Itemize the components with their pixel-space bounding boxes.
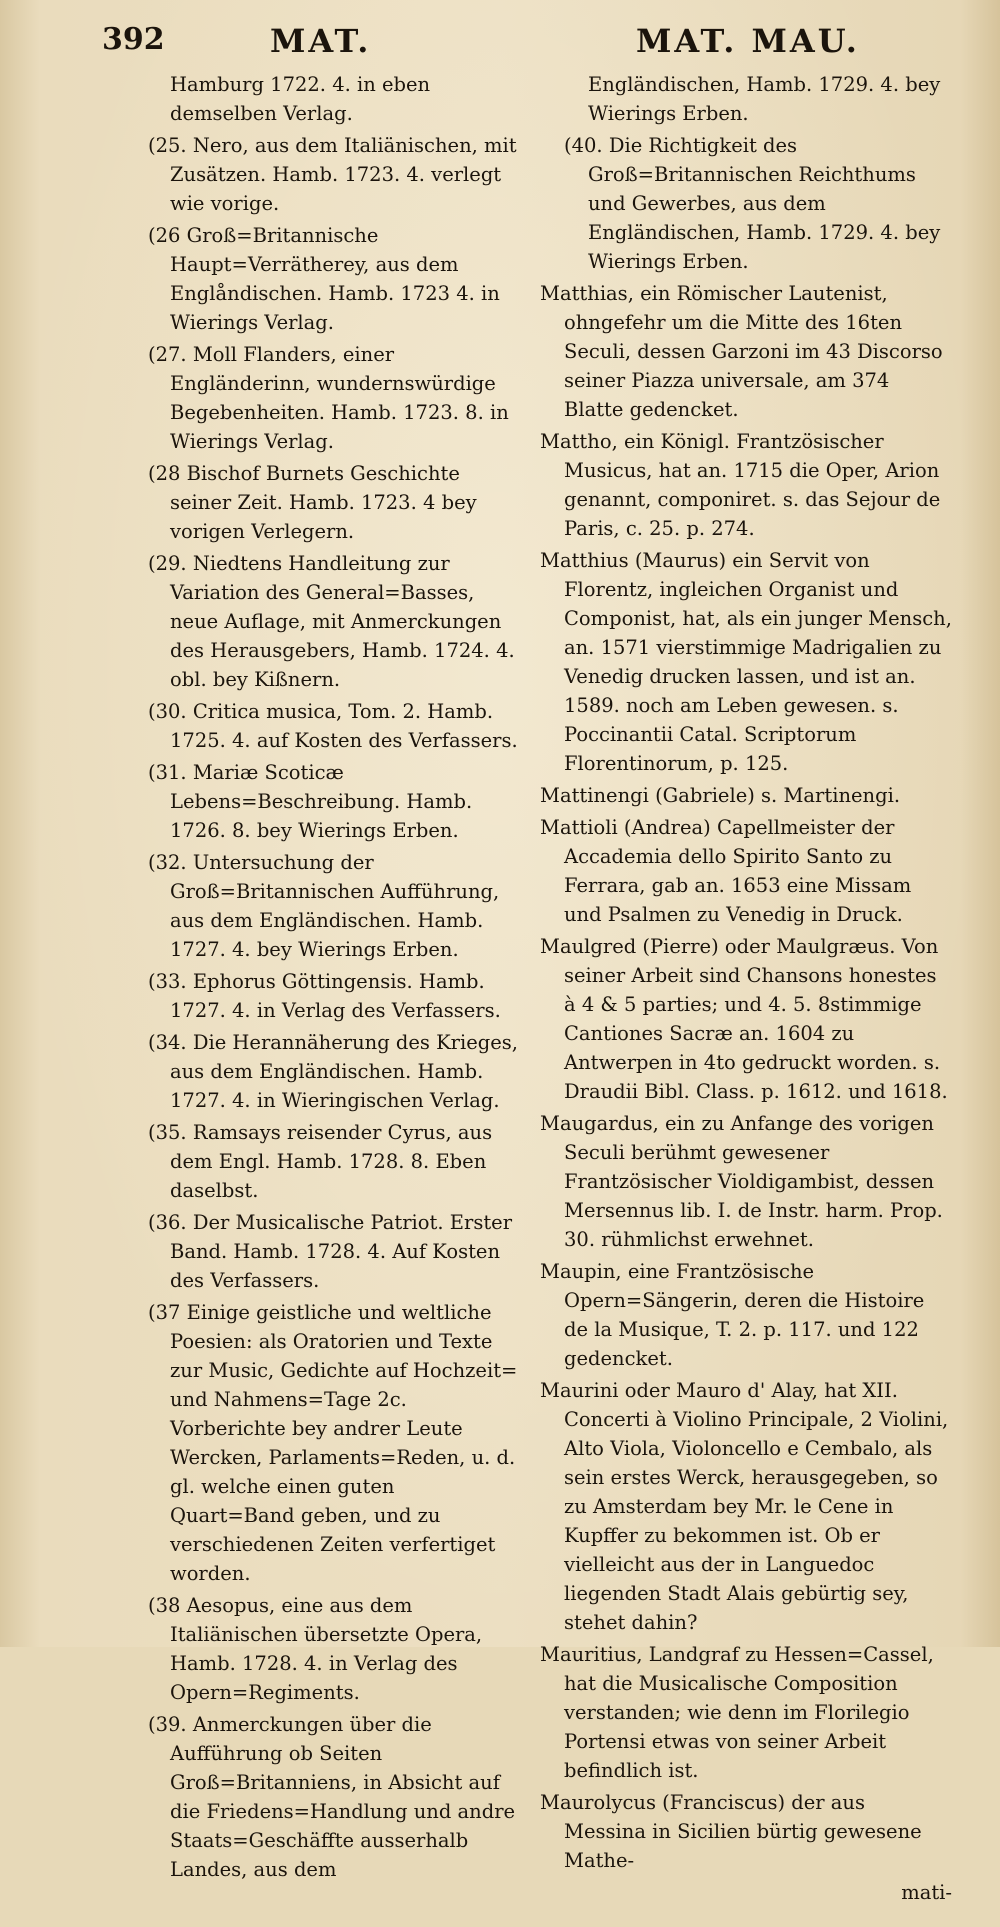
left-column xyxy=(148,70,518,1887)
list-item: (30. Critica musica, Tom. 2. Hamb. 1725. 4. auf Kosten des Verfassers. xyxy=(148,700,518,752)
left-running-title: MAT. xyxy=(270,22,372,60)
dictionary-entry: Matthias, ein Römischer Lautenist, ohngefehr um die Mitte des 16ten Seculi, dessen Garzoni im 43 Discorso seiner Piazza universale, am 374 Blatte gedencket. xyxy=(540,282,943,421)
dictionary-entry: Mattinengi (Gabriele) s. Martinengi. xyxy=(540,784,901,807)
dictionary-entry: Mattho, ein Königl. Frantzösischer Musicus, hat an. 1715 die Oper, Arion genannt, componiret. s. das Sejour de Paris, c. 25. p. 274. xyxy=(540,430,941,540)
right-running-title: MAT. MAU. xyxy=(636,22,860,60)
list-item: (38 Aesopus, eine aus dem Italiänischen übersetzte Opera, Hamb. 1728. 4. in Verlag des Opern=Regiments. xyxy=(148,1594,483,1704)
list-item: (35. Ramsays reisender Cyrus, aus dem Engl. Hamb. 1728. 8. Eben daselbst. xyxy=(148,1121,493,1202)
catchword: mati- xyxy=(901,1881,952,1904)
list-item: (31. Mariæ Scoticæ Lebens=Beschreibung. Hamb. 1726. 8. bey Wierings Erben. xyxy=(148,761,473,842)
list-item: (34. Die Herannäherung des Krieges, aus dem Engländischen. Hamb. 1727. 4. in Wieringischen Verlag. xyxy=(148,1031,519,1112)
dictionary-entry: Maupin, eine Frantzösische Opern=Sängerin, deren die Histoire de la Musique, T. 2. p. 117. und 122 gedencket. xyxy=(540,1260,925,1370)
dictionary-entry: Matthius (Maurus) ein Servit von Florentz, ingleichen Organist und Componist, hat, als ein junger Mensch, an. 1571 vierstimmige Madrigalien zu Venedig drucken lassen, und ist an. 1589. noch am Leben gewesen. s. Poccinantii Catal. Scriptorum Florentinorum, p. 125. xyxy=(540,549,952,775)
page-number: 392 xyxy=(102,22,165,57)
list-item: (26 Groß=Britannische Haupt=Verrätherey, aus dem Englåndischen. Hamb. 1723 4. in Wierings Verlag. xyxy=(148,224,500,334)
list-item: (32. Untersuchung der Groß=Britannischen Aufführung, aus dem Engländischen. Hamb. 1727. 4. bey Wierings Erben. xyxy=(148,851,500,961)
dictionary-entry: Maugardus, ein zu Anfange des vorigen Seculi berühmt gewesener Frantzösischer Violdigambist, dessen Mersennus lib. I. de Instr. harm. Prop. 30. rühmlichst erwehnet. xyxy=(540,1112,943,1251)
list-item: (40. Die Richtigkeit des Groß=Britannischen Reichthums und Gewerbes, aus dem Engländischen, Hamb. 1729. 4. bey Wierings Erben. xyxy=(564,134,941,273)
list-item: (39. Anmerckungen über die Aufführung ob Seiten Groß=Britanniens, in Absicht auf die Friedens=Handlung und andre Staats=Geschäffte ausserhalb Landes, aus dem xyxy=(148,1713,516,1881)
dictionary-entry: Maurolycus (Franciscus) der aus Messina in Sicilien bürtig gewesene Mathe- xyxy=(540,1791,922,1872)
list-item: Hamburg 1722. 4. in eben demselben Verlag. xyxy=(170,73,431,125)
dictionary-entry: Maulgred (Pierre) oder Maulgræus. Von seiner Arbeit sind Chansons honestes à 4 & 5 parties; und 4. 5. 8stimmige Cantiones Sacræ an. 1604 zu Antwerpen in 4to gedruckt worden. s. Draudii Bibl. Class. p. 1612. und 1618. xyxy=(540,935,948,1103)
dictionary-entry: Maurini oder Mauro d' Alay, hat XII. Concerti à Violino Principale, 2 Violini, Alto Viola, Violoncello e Cembalo, als sein erstes Werck, herausgegeben, so zu Amsterdam bey Mr. le Cene in Kupffer zu bekommen ist. Ob er vielleicht aus der in Languedoc liegenden Stadt Alais gebürtig sey, stehet dahin? xyxy=(540,1379,949,1634)
list-item: (25. Nero, aus dem Italiänischen, mit Zusätzen. Hamb. 1723. 4. verlegt wie vorige. xyxy=(148,134,517,215)
list-item: (37 Einige geistliche und weltliche Poesien: als Oratorien und Texte zur Music, Gedichte auf Hochzeit= und Nahmens=Tage 2c. Vorberichte bey andrer Leute Wercken, Parlaments=Reden, u. d. gl. welche einen guten Quart=Band geben, und zu verschiedenen Zeiten verfertiget worden. xyxy=(148,1301,518,1585)
running-header xyxy=(0,18,1000,68)
list-item: (33. Ephorus Göttingensis. Hamb. 1727. 4. in Verlag des Verfassers. xyxy=(148,970,501,1022)
list-item: Engländischen, Hamb. 1729. 4. bey Wierings Erben. xyxy=(588,73,941,125)
list-item: (27. Moll Flanders, einer Engländerinn, wundernswürdige Begebenheiten. Hamb. 1723. 8. in Wierings Verlag. xyxy=(148,343,509,453)
right-column xyxy=(540,70,952,1927)
dictionary-entry: Mauritius, Landgraf zu Hessen=Cassel, hat die Musicalische Composition verstanden; wie denn im Florilegio Portensi etwas von seiner Arbeit befindlich ist. xyxy=(540,1643,934,1782)
list-item: (29. Niedtens Handleitung zur Variation des General=Basses, neue Auflage, mit Anmerckungen des Herausgebers, Hamb. 1724. 4. obl. bey Kißnern. xyxy=(148,552,515,691)
list-item: (28 Bischof Burnets Geschichte seiner Zeit. Hamb. 1723. 4 bey vorigen Verlegern. xyxy=(148,462,477,543)
dictionary-entry: Mattioli (Andrea) Capellmeister der Accademia dello Spirito Santo zu Ferrara, gab an. 1653 eine Missam und Psalmen zu Venedig in Druck. xyxy=(540,816,912,926)
list-item: (36. Der Musicalische Patriot. Erster Band. Hamb. 1728. 4. Auf Kosten des Verfassers. xyxy=(148,1211,513,1292)
